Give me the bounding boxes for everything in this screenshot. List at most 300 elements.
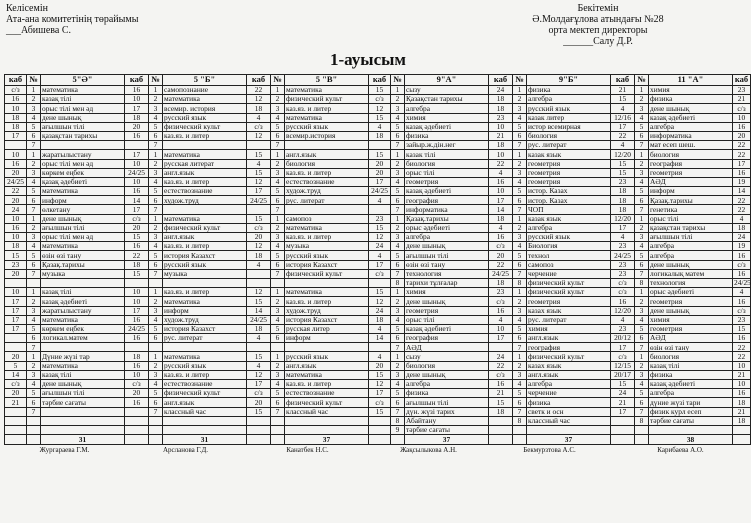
table-cell: 10 <box>5 214 27 223</box>
table-row <box>5 113 751 122</box>
table-cell: 1 <box>391 352 405 361</box>
table-cell: 2 <box>391 223 405 232</box>
table-cell: 1 <box>635 214 649 223</box>
table-cell: англ.язык <box>163 168 247 177</box>
table-cell: 3 <box>271 104 285 113</box>
table-cell: физика <box>527 86 611 95</box>
table-cell: 24/25 <box>5 177 27 186</box>
table-cell: естествознание <box>163 187 247 196</box>
homeroom-cell <box>5 435 27 445</box>
table-cell: 4 <box>391 113 405 122</box>
table-cell: каз.яз. и литер <box>163 131 247 140</box>
table-cell: 6 <box>149 398 163 407</box>
table-cell: самопоз <box>527 260 611 269</box>
table-cell: англ.язык <box>527 334 611 343</box>
table-cell <box>369 141 391 150</box>
table-cell: алгебра <box>649 242 733 251</box>
table-cell: 3 <box>635 168 649 177</box>
table-cell: 6 <box>513 398 527 407</box>
table-cell: геометрия <box>527 297 611 306</box>
table-cell: 17 <box>489 196 513 205</box>
table-cell: 2 <box>513 95 527 104</box>
table-cell: дүние жүзі тари <box>649 398 733 407</box>
table-cell: с/з <box>733 306 751 315</box>
table-cell: 3 <box>391 306 405 315</box>
table-cell: каз.яз. и литер <box>163 288 247 297</box>
table-cell: математика <box>41 187 125 196</box>
table-cell: технол <box>527 251 611 260</box>
table-cell: 6 <box>391 196 405 205</box>
table-cell: 1 <box>391 86 405 95</box>
table-cell: информатика <box>649 131 733 140</box>
table-cell: 10 <box>733 361 751 370</box>
table-cell: каз.яз. и литер <box>285 104 369 113</box>
table-cell: 8 <box>635 416 649 425</box>
table-cell: биология <box>285 159 369 168</box>
table-cell: 7 <box>27 205 41 214</box>
table-cell: биология <box>649 150 733 159</box>
homeroom-cell <box>125 435 149 445</box>
homeroom-cell <box>27 435 41 445</box>
table-cell: 16 <box>733 251 751 260</box>
table-cell: география <box>649 159 733 168</box>
table-cell: с/з <box>489 242 513 251</box>
table-cell: 4 <box>27 113 41 122</box>
table-cell: 10 <box>125 95 149 104</box>
table-cell: 3 <box>149 306 163 315</box>
table-cell: 2 <box>271 361 285 370</box>
table-cell: 16 <box>489 177 513 186</box>
table-cell: 15 <box>369 150 391 159</box>
table-cell: 2 <box>27 223 41 232</box>
table-cell: қазақ әдебиеті <box>41 177 125 186</box>
table-cell: с/з <box>247 223 271 232</box>
table-cell <box>489 343 513 352</box>
table-cell: өзін өзі тану <box>649 343 733 352</box>
table-cell: худож.труд <box>163 315 247 324</box>
table-cell: 15 <box>369 86 391 95</box>
homeroom-cell <box>391 435 405 445</box>
table-cell: с/з <box>369 95 391 104</box>
table-cell: каз.яз. и литер <box>285 297 369 306</box>
table-cell: ағылшын тілі <box>649 233 733 242</box>
table-cell: 7 <box>513 269 527 278</box>
homeroom-cell: 37 <box>405 435 489 445</box>
table-cell: 24 <box>369 306 391 315</box>
table-cell: ағылшын тілі <box>405 398 489 407</box>
table-cell: 24/25 <box>489 269 513 278</box>
table-cell: 17 <box>125 150 149 159</box>
teacher-name: Карибаева А.О. <box>657 445 704 454</box>
table-cell: 4 <box>611 141 635 150</box>
table-cell: 4 <box>369 251 391 260</box>
table-cell: 1 <box>271 214 285 223</box>
table-cell: 14 <box>489 205 513 214</box>
table-cell: с/з <box>247 122 271 131</box>
table-cell: алгебра <box>649 389 733 398</box>
table-cell: жаратылыстану <box>41 150 125 159</box>
table-cell: 4 <box>369 122 391 131</box>
table-cell: естествознание <box>163 380 247 389</box>
table-cell: 15 <box>369 288 391 297</box>
table-cell: 17 <box>5 131 27 140</box>
table-cell: 18 <box>125 113 149 122</box>
table-cell: 1 <box>635 150 649 159</box>
approval-right-line1: Бекітемін <box>577 3 619 14</box>
table-cell: 1 <box>513 150 527 159</box>
table-cell: 3 <box>513 370 527 379</box>
table-cell: генетика <box>649 205 733 214</box>
table-cell: 15 <box>611 159 635 168</box>
table-row <box>5 223 751 232</box>
table-cell: 3 <box>513 306 527 315</box>
approval-left <box>6 3 138 36</box>
table-cell: 5 <box>149 187 163 196</box>
table-cell: 15 <box>733 324 751 333</box>
table-cell: 18 <box>733 416 751 425</box>
homeroom-cell <box>271 435 285 445</box>
table-cell <box>247 269 271 278</box>
table-row <box>5 205 751 214</box>
table-cell: 14 <box>247 306 271 315</box>
table-cell: мат есеп шеш. <box>649 141 733 150</box>
table-cell: 17 <box>125 104 149 113</box>
table-cell: 2 <box>635 297 649 306</box>
table-cell: дене шынық <box>41 214 125 223</box>
table-cell: 21 <box>733 95 751 104</box>
table-cell: 5 <box>149 324 163 333</box>
table-cell: физический культ <box>285 95 369 104</box>
table-cell: 10 <box>5 288 27 297</box>
table-cell: 15 <box>369 407 391 416</box>
table-cell: 1 <box>27 86 41 95</box>
table-cell: 23 <box>5 260 27 269</box>
table-cell: 16 <box>125 361 149 370</box>
table-cell: 1 <box>271 352 285 361</box>
table-cell: 1 <box>271 288 285 297</box>
table-cell: казак язык <box>527 150 611 159</box>
table-cell: 6 <box>635 398 649 407</box>
table-cell: физический культ <box>285 269 369 278</box>
table-cell: 15 <box>5 251 27 260</box>
table-cell <box>369 343 391 352</box>
table-cell: 6 <box>391 131 405 140</box>
table-cell: русский язык <box>285 352 369 361</box>
table-cell: 4 <box>247 334 271 343</box>
table-cell: 3 <box>27 104 41 113</box>
table-cell: казақ әдебиеті <box>405 187 489 196</box>
table-cell: казак тілі <box>405 150 489 159</box>
table-cell: 24 <box>369 242 391 251</box>
table-cell: казақ әдебиеті <box>405 122 489 131</box>
table-cell: 20 <box>125 122 149 131</box>
table-cell: 10 <box>125 177 149 186</box>
table-cell: каз.яз. и литер <box>285 380 369 389</box>
table-row <box>5 177 751 186</box>
table-cell: 2 <box>391 95 405 104</box>
table-cell: казақ тілі <box>41 95 125 104</box>
column-header: № <box>635 75 649 86</box>
table-cell: 1 <box>149 86 163 95</box>
table-cell: 14 <box>5 370 27 379</box>
table-row <box>5 297 751 306</box>
table-cell: 5 <box>513 389 527 398</box>
table-row <box>5 168 751 177</box>
table-cell: 6 <box>635 196 649 205</box>
table-cell: 18 <box>369 315 391 324</box>
table-cell: 20 <box>247 398 271 407</box>
table-cell: 3 <box>513 104 527 113</box>
table-cell: химия <box>405 288 489 297</box>
table-cell: геометрия <box>527 168 611 177</box>
table-cell: 5 <box>391 187 405 196</box>
table-cell: каз.яз. и литер <box>285 233 369 242</box>
table-cell: 18 <box>611 205 635 214</box>
table-cell: 23 <box>611 260 635 269</box>
table-cell: 4 <box>369 324 391 333</box>
table-cell: 4 <box>635 177 649 186</box>
table-cell: сызу <box>405 352 489 361</box>
table-cell: 17 <box>125 205 149 214</box>
table-cell: русский язык <box>527 233 611 242</box>
table-cell: 3 <box>149 168 163 177</box>
table-cell: 7 <box>391 205 405 214</box>
table-cell: 12 <box>369 104 391 113</box>
table-cell: 20 <box>489 251 513 260</box>
table-cell: с/з <box>733 104 751 113</box>
table-cell: 5 <box>513 122 527 131</box>
table-cell: 15 <box>247 297 271 306</box>
table-cell: 4 <box>611 315 635 324</box>
table-cell <box>247 278 271 287</box>
table-cell: 3 <box>271 168 285 177</box>
table-cell: с/з <box>5 86 27 95</box>
table-cell: 12/16 <box>611 113 635 122</box>
table-cell: история Казахст <box>163 251 247 260</box>
table-cell: 1 <box>635 86 649 95</box>
table-cell: 4 <box>27 242 41 251</box>
table-cell: 17 <box>611 223 635 232</box>
table-row <box>5 104 751 113</box>
table-cell: зайыр.ж.дін.нег <box>405 141 489 150</box>
table-cell <box>247 343 271 352</box>
table-cell: 5 <box>635 251 649 260</box>
column-header: каб <box>733 75 751 86</box>
table-cell: рус. литерат <box>527 141 611 150</box>
table-cell: 4 <box>391 242 405 251</box>
table-cell: 16 <box>489 306 513 315</box>
table-row <box>5 141 751 150</box>
table-cell: 18 <box>369 131 391 140</box>
table-cell: 5 <box>513 324 527 333</box>
table-cell: 4 <box>635 315 649 324</box>
table-cell: 6 <box>27 334 41 343</box>
table-cell: математика <box>163 150 247 159</box>
table-cell: 4 <box>391 177 405 186</box>
table-cell: геометрия <box>527 159 611 168</box>
table-cell: 18 <box>247 104 271 113</box>
table-cell <box>285 343 369 352</box>
table-cell: 17 <box>733 159 751 168</box>
table-row <box>5 306 751 315</box>
table-cell: 1 <box>391 214 405 223</box>
table-cell <box>41 278 125 287</box>
table-cell: 6 <box>391 398 405 407</box>
table-cell: алгебра <box>405 233 489 242</box>
table-cell: Қазақ.тарихы <box>405 214 489 223</box>
table-cell: 1 <box>27 352 41 361</box>
table-cell: 8 <box>391 416 405 425</box>
table-cell: орыс тілі <box>405 168 489 177</box>
homeroom-cell <box>733 435 751 445</box>
table-cell: 10 <box>489 324 513 333</box>
table-cell <box>125 141 149 150</box>
approval-left-line2: Ата-ана комитетінің төрайымы <box>6 14 139 25</box>
table-cell: 1 <box>149 288 163 297</box>
table-cell: 17 <box>5 315 27 324</box>
table-cell: ЧОП <box>527 205 611 214</box>
table-cell: өзін өзі тану <box>405 260 489 269</box>
table-cell: история Казахст <box>163 324 247 333</box>
table-cell: 7 <box>27 141 41 150</box>
table-cell: рус. литерат <box>285 196 369 205</box>
table-cell: 1 <box>27 214 41 223</box>
table-cell: 7 <box>27 269 41 278</box>
table-cell <box>285 205 369 214</box>
table-cell: 23 <box>611 177 635 186</box>
table-row <box>5 131 751 140</box>
table-cell: с/з <box>611 352 635 361</box>
table-cell: 3 <box>635 306 649 315</box>
table-cell: орыс тілі <box>405 315 489 324</box>
table-cell: технология <box>649 278 733 287</box>
table-cell: 23 <box>369 214 391 223</box>
column-header: 5 "В" <box>285 75 369 86</box>
table-cell: география <box>527 343 611 352</box>
table-cell: 5 <box>391 122 405 131</box>
table-cell: 7 <box>513 407 527 416</box>
table-cell: казақ әдебиеті <box>649 380 733 389</box>
table-cell: русская литерат <box>163 159 247 168</box>
table-cell: 6 <box>391 334 405 343</box>
table-cell: 18 <box>611 187 635 196</box>
table-cell: 1 <box>271 150 285 159</box>
table-cell: 4 <box>733 288 751 297</box>
table-row <box>5 370 751 379</box>
table-cell <box>611 416 635 425</box>
teacher-name: Жақсылыкова А.Н. <box>400 445 457 454</box>
table-cell: физика <box>649 95 733 104</box>
table-cell: 5 <box>27 251 41 260</box>
table-cell: дене шынық <box>41 113 125 122</box>
table-cell <box>649 425 733 434</box>
header-row <box>5 75 751 86</box>
table-cell: дене шынық <box>649 260 733 269</box>
table-cell: 24 <box>611 389 635 398</box>
table-cell: орыс тілі мен әд <box>41 233 125 242</box>
table-cell: 4 <box>271 380 285 389</box>
table-cell: 15 <box>247 168 271 177</box>
table-cell: худож.труд <box>285 187 369 196</box>
table-cell: 16 <box>5 223 27 232</box>
table-cell: рус. литерат <box>163 334 247 343</box>
table-cell: география <box>405 334 489 343</box>
table-cell: 10 <box>733 113 751 122</box>
table-cell: орыс әдебиеті <box>405 223 489 232</box>
table-cell: 18 <box>489 104 513 113</box>
table-cell: каз.яз. и литер <box>163 370 247 379</box>
table-cell: 2 <box>149 361 163 370</box>
table-cell: математика <box>285 370 369 379</box>
table-cell: 6 <box>271 131 285 140</box>
column-header: № <box>513 75 527 86</box>
table-cell: 6 <box>149 334 163 343</box>
table-cell: с/з <box>369 269 391 278</box>
table-cell: 16 <box>5 159 27 168</box>
table-row <box>5 389 751 398</box>
table-cell: самопознание <box>163 86 247 95</box>
table-cell: геометрия <box>405 177 489 186</box>
table-cell: 24 <box>733 233 751 242</box>
table-cell <box>125 343 149 352</box>
table-cell: биология <box>405 159 489 168</box>
table-cell: 21 <box>733 407 751 416</box>
homeroom-cell: 37 <box>285 435 369 445</box>
table-cell: 24/25 <box>125 324 149 333</box>
table-cell: 15 <box>247 352 271 361</box>
table-cell: 16 <box>733 389 751 398</box>
table-cell: 4 <box>489 315 513 324</box>
table-cell: биология <box>527 131 611 140</box>
table-row <box>5 288 751 297</box>
table-cell: ағылшын тілі <box>41 389 125 398</box>
table-cell: 2 <box>27 159 41 168</box>
table-cell: 3 <box>27 168 41 177</box>
table-row <box>5 159 751 168</box>
table-cell: 7 <box>149 141 163 150</box>
column-header: каб <box>125 75 149 86</box>
table-cell <box>163 416 247 425</box>
table-cell: 12 <box>247 131 271 140</box>
table-cell: 7 <box>635 343 649 352</box>
table-cell: 1 <box>391 288 405 297</box>
table-cell: информ <box>163 306 247 315</box>
table-row <box>5 196 751 205</box>
table-cell: казак литер <box>527 113 611 122</box>
homeroom-cell: 37 <box>527 435 611 445</box>
table-cell <box>5 141 27 150</box>
approval-left-line3: ___Абишева С. <box>6 25 71 36</box>
table-cell: 18 <box>5 122 27 131</box>
table-cell: 4 <box>513 113 527 122</box>
table-cell <box>27 416 41 425</box>
table-cell: 1 <box>513 352 527 361</box>
table-cell: 2 <box>513 159 527 168</box>
table-cell: Қазақстан тарихы <box>405 95 489 104</box>
table-cell <box>247 416 271 425</box>
table-cell: 10 <box>5 104 27 113</box>
table-cell: математика <box>163 214 247 223</box>
table-cell: 3 <box>513 168 527 177</box>
table-cell: 16 <box>733 168 751 177</box>
table-cell: 7 <box>149 407 163 416</box>
table-cell: с/з <box>489 297 513 306</box>
table-cell: Қазақ.тарихы <box>41 260 125 269</box>
table-cell: 2 <box>271 223 285 232</box>
table-cell: 2 <box>635 361 649 370</box>
table-cell: с/з <box>611 288 635 297</box>
table-cell: 5 <box>391 389 405 398</box>
